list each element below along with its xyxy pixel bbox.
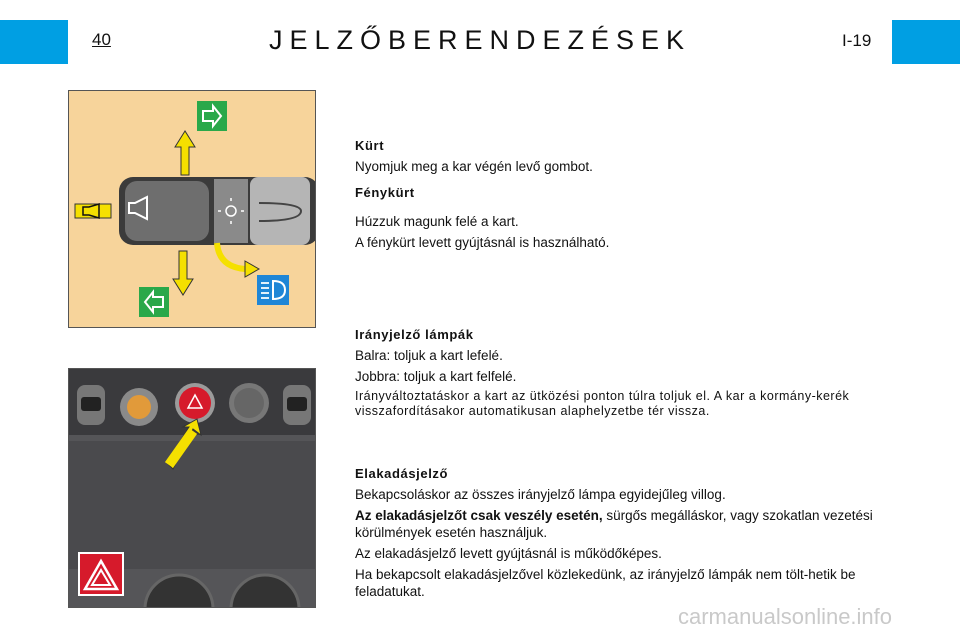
- indicators-title: Irányjelző lámpák: [355, 327, 474, 342]
- switch-a-button: [77, 385, 105, 425]
- hazard-p4: Ha bekapcsolt elakadásjelzővel közlekedünk, az irányjelző lámpák nem tölt-hetik be feladatukat.: [355, 567, 856, 599]
- hazard-p2: [355, 507, 895, 541]
- rear-defrost-button: [120, 388, 158, 426]
- section-code: I-19: [842, 31, 872, 50]
- blank-switch-button: [229, 383, 269, 423]
- hazard-p3: Az elakadásjelző levett gyújtásnál is működőképes.: [355, 546, 662, 561]
- watermark: carmanualsonline.info: [678, 604, 893, 629]
- indicators-section: [355, 326, 895, 423]
- page-number: 40: [92, 30, 111, 49]
- flash-title: Fénykürt: [355, 185, 415, 200]
- flash-body-2: A fénykürt levett gyújtásnál is használható.: [355, 235, 610, 250]
- indicators-left: Balra: toljuk a kart lefelé.: [355, 348, 503, 363]
- hazard-warning-icon: [79, 553, 123, 595]
- switch-b-button: [283, 385, 311, 425]
- flash-section: [355, 184, 895, 255]
- horn-body: Nyomjuk meg a kar végén levő gombot.: [355, 159, 593, 174]
- hazard-p2-bold: Az elakadásjelzőt csak veszély esetén,: [355, 508, 603, 523]
- horn-pointer-icon: [75, 204, 111, 218]
- hazard-switch-button: [175, 383, 215, 423]
- chapter-title: JELZŐBERENDEZÉSEK: [268, 25, 692, 55]
- hazard-section: [355, 465, 895, 604]
- right-indicator-icon: [197, 101, 227, 131]
- stalk-illustration: [68, 90, 316, 328]
- hazard-title: Elakadásjelző: [355, 466, 449, 481]
- horn-section: [355, 137, 895, 179]
- left-indicator-icon: [139, 287, 169, 317]
- hazard-p1: Bekapcsoláskor az összes irányjelző lámpa egyidejűleg villog.: [355, 487, 726, 502]
- stalk-end-button: [125, 181, 209, 241]
- flash-headlamp-icon: [257, 275, 289, 305]
- horn-title: Kürt: [355, 138, 385, 153]
- hazard-p2-rest: sürgős megálláskor, vagy szokatlan vezetési körülmények esetén használjuk.: [355, 508, 873, 540]
- flash-body-1: Húzzuk magunk felé a kart.: [355, 214, 519, 229]
- hazard-switch-illustration: [68, 368, 316, 608]
- indicators-right: Jobbra: toljuk a kart felfelé.: [355, 369, 517, 384]
- indicators-note: Irányváltoztatáskor a kart az ütközési ponton túlra toljuk el. A kar a kormány-kerék visszafordításakor automatikusan alaphelyzetbe tér vissza.: [355, 389, 850, 418]
